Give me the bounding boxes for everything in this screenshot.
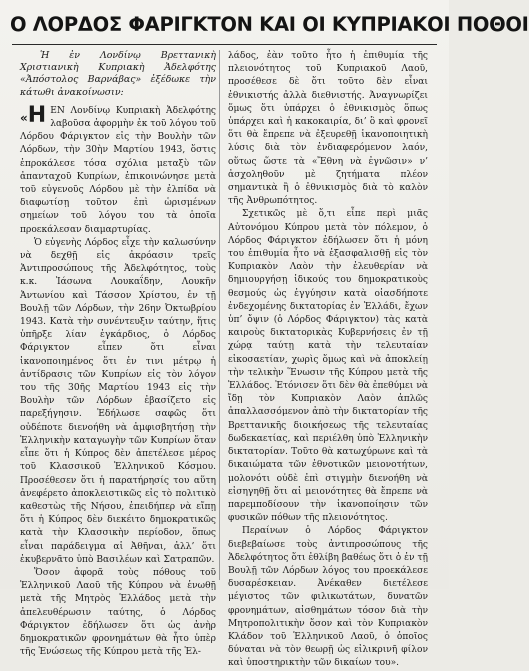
body-paragraph: Σχετικῶς μὲ ὅ,τι εἶπε περὶ μιᾶς Αὐτονόμου Κύπρου μετὰ τὸν πόλεμον, ὁ Λόρδος Φάριγκτον ἐδήλωσεν ὅτι ἡ μόνη του ἐπιθυμία ἦτο νὰ ἐξασφαλισθῇ εἰς τὸν Κυπριακὸν Λαὸν τὴν ἐλευθερίαν νὰ δημιουργήσῃ ἰδικούς του δημοκρατικοὺς θεσμούς ὡς ἐγγύησιν κατὰ οἱασδήποτε ἐνδεχομένης δικτατορίας ἐν Ἑλλάδι, ἔχων ὑπ’ ὄψιν (ὁ Λόρδος Φάριγκτον) τὰς κατὰ καιροὺς δικτατορικὰς Κυβερνήσεις ἐν τῇ χώρᾳ ταύτῃ κατὰ τὴν τελευταίαν εἰκοσαετίαν, χωρὶς ὅμως καὶ νὰ ἀποκλείῃ τὴν τελικὴν Ἕνωσιν τῆς Κύπρου μετὰ τῆς Ἑλλάδος. Ἐτόνισεν ὅτι δὲν θὰ ἐπεθύμει νὰ ἴδῃ τὸν Κυπριακὸν Λαὸν ἁπλῶς ἀπαλλασσόμενον ἀπὸ τὴν δικτατορίαν τῆς Βρεττανικῆς διοικήσεως τῆς τελευταίας δωδεκαετίας, καὶ περιέλθη ὑπὸ Ἑλληνικὴν δικτατορίαν. Τοῦτο θὰ κατωχύρωνε καὶ τὰ δικαιώματα τῶν ἐθνοτικῶν μειονοτήτων, μολονότι οὐδὲ ἐπὶ στιγμὴν διενοήθη νὰ εἰσηγηθῇ ὅτι αἱ μειονότητες θὰ ἔπρεπε νὰ παρεμποδίσουν τὴν ἱκανοποίησιν τῶν φυσικῶν πόθων τῆς πλειονότητος. (228, 209, 428, 524)
lead-paragraph (20, 102, 216, 237)
body-paragraph: Ὁ εὐγενὴς Λόρδος εἶχε τὴν καλωσύνην νὰ δεχθῇ εἰς ἀκρόασιν τρεῖς Ἀντιπροσώπους τῆς Ἀδελφότητος, τοὺς κ.κ. Ἰάσωνα Λουκαΐδην, Λουκῆν Ἀντωνίου καὶ Τάσσον Χρίστου, ἐν τῇ Βουλῇ τῶν Λόρδων, τὴν 26ην Ὀκτωβρίου 1943. Κατὰ τὴν συνέντευξιν ταύτην, ἥτις ὑπῆρξε λίαν ἐγκάρδιος, ὁ Λόρδος Φάριγκτον εἶπεν ὅτι εἶναι ἱκανοποιημένος ὅτι ἐν τινι μέτρῳ ἡ ἀντίδρασις τῶν Κυπρίων εἰς τὸν λόγον του τῆς 30ῆς Μαρτίου 1943 εἰς τὴν Βουλὴν τῶν Λόρδων ἐβασίζετο εἰς παρεξήγησιν. Ἐδήλωσε σαφῶς ὅτι οὐδέποτε διενοήθη νὰ ἀμφισβητήσῃ τὴν Ἑλληνικὴν καταγωγὴν τῶν Κυπρίων ὅταν εἶπε ὅτι ἡ Κύπρος δὲν ἀπετέλεσε μέρος τοῦ Κλασσικοῦ Ἑλληνικοῦ Κόσμου. Προσέθεσεν ὅτι ἡ παρατήρησίς του αὕτη ἀνεφέρετο ἀποκλειστικῶς εἰς τὸ πολιτικὸ καθεστὼς τῆς Νήσου, ἐπειδήπερ νὰ εἴπῃ ὅτι ἡ Κύπρος δὲν διεκέιτο δημοκρατικῶς κατὰ τὴν Κλασσικὴν περίοδον, ὅπως εἶναι παράδειγμα αἱ Ἀθῆναι, ἀλλ’ ὅτι ἐκυβερνᾶτο ὑπὸ Βασιλέων καὶ Σατραπῶν. (20, 237, 216, 565)
body-paragraph: λάδος, ἐὰν τοῦτο ἦτο ἡ ἐπιθυμία τῆς πλειονότητος τοῦ Κυπριακοῦ Λαοῦ, προσέθεσε δὲ ὅτι τοῦτο δὲν εἶναι ἐθνικιστής ἀλλὰ διεθνιστής. Ἀναγνωρίζει ὅμως ὅτι ὑπάρχει ὁ ἐθνικισμὸς ὅπως ὑπάρχει καὶ ἡ κακοκαιρία, δι’ ὃ καὶ φρονεῖ ὅτι θὰ ἔπρεπε νὰ ἐξευρεθῇ ἱκανοποιητικὴ λύσις διὰ τὸν ἐνδιαφερόμενον λαόν, οὕτως ὥστε τὰ «Ἔθνη νὰ ἐγνῶσιν» ν’ ἀσχοληθοῦν μὲ ζητήματα πλέον σημαντικὰ ἢ ὁ ἐθνικισμὸς διὰ τὸ καλὸν τῆς Ἀνθρωπότητος. (228, 51, 428, 207)
column-divider (219, 50, 220, 580)
headline-rule (12, 44, 437, 45)
drop-cap-letter: Η (27, 102, 47, 128)
body-paragraph: Περαίνων ὁ Λόρδος Φάριγκτον διεβεβαίωσε τοὺς ἀντιπροσώπους τῆς Ἀδελφότητος ὅτι ἐθλίβη βαθέως ὅτι ὁ ἐν τῇ Βουλῇ τῶν Λόρδων λόγος του προεκάλεσε δυσαρέσκειαν. Ἀνέκαθεν διετέλεσε μέγιστος τῶν φιλικωτάτων, δυνατῶν φρονημάτων, αἰσθημάτων τόσον διὰ τὴν Μητροπολιτικὴν ὅσον καὶ τὸν Κυπριακὸν Κλάδον τοῦ Ἑλληνικοῦ Λαοῦ, ὁ ὁποῖος δύναται νὰ τὸν θεωρῇ ὡς εἰλικρινῆ φίλον καὶ ὑποστηρικτὴν τῶν δικαίων του». (228, 526, 428, 669)
article-headline: Ο ΛΟΡΔΟΣ ΦΑΡΙΓΚΤΟΝ ΚΑΙ ΟΙ ΚΥΠΡΙΑΚΟΙ ΠΟΘΟΙ (10, 13, 529, 36)
lead-paragraph-text: ΕΝ Λονδίνῳ Κυπριακὴ Ἀδελφότης λαβοῦσα ἀφορμὴν ἐκ τοῦ λόγου τοῦ Λόρδου Φάριγκτον εἰς τὴν Βουλὴν τῶν Λόρδων, τὴν 30ὴν Μαρτίου 1943, ὅστις ἐπροκάλεσε τόσα σχόλια μεταξὺ τῶν ἀπανταχοῦ Κυπρίων, ἐπικοινώνησε μετὰ τοῦ εὐγενοῦς Λόρδου μὲ τὴν ἐλπίδα νὰ διαφωτίσῃ τοῦτον ἐπὶ ὡρισμένων σημείων τοῦ λόγου του τὰ ὁποῖα προεκάλεσαν διαμαρτυρίας. (20, 105, 216, 235)
drop-cap (20, 102, 47, 128)
left-column (20, 50, 216, 659)
opening-quote: « (20, 110, 28, 125)
right-column (228, 50, 428, 671)
intro-paragraph: Ἡ ἐν Λονδίνῳ Βρεττανικὴ Χριστιανικὴ Κυπριακὴ Ἀδελφότης «Ἀπόστολος Βαρνάβας» ἐξέδωκε τὴν κάτωθι ἀνακοίνωσιν: (20, 50, 216, 98)
body-paragraph: Ὅσον ἀφορᾶ τοὺς πόθους τοῦ Ἑλληνικοῦ Λαοῦ τῆς Κύπρου νὰ ἑνωθῇ μετὰ τῆς Μητρὸς Ἑλλάδος μετὰ τὴν ἀπελευθέρωσιν ταύτης, ὁ Λόρδος Φάριγκτον ἐδήλωσεν ὅτι ὡς ἀνὴρ δημοκρατικῶν φρονημάτων θὰ ἦτο ὑπὲρ τῆς Ἑνώσεως τῆς Κύπρου μετὰ τῆς Ἑλ- (20, 567, 216, 658)
